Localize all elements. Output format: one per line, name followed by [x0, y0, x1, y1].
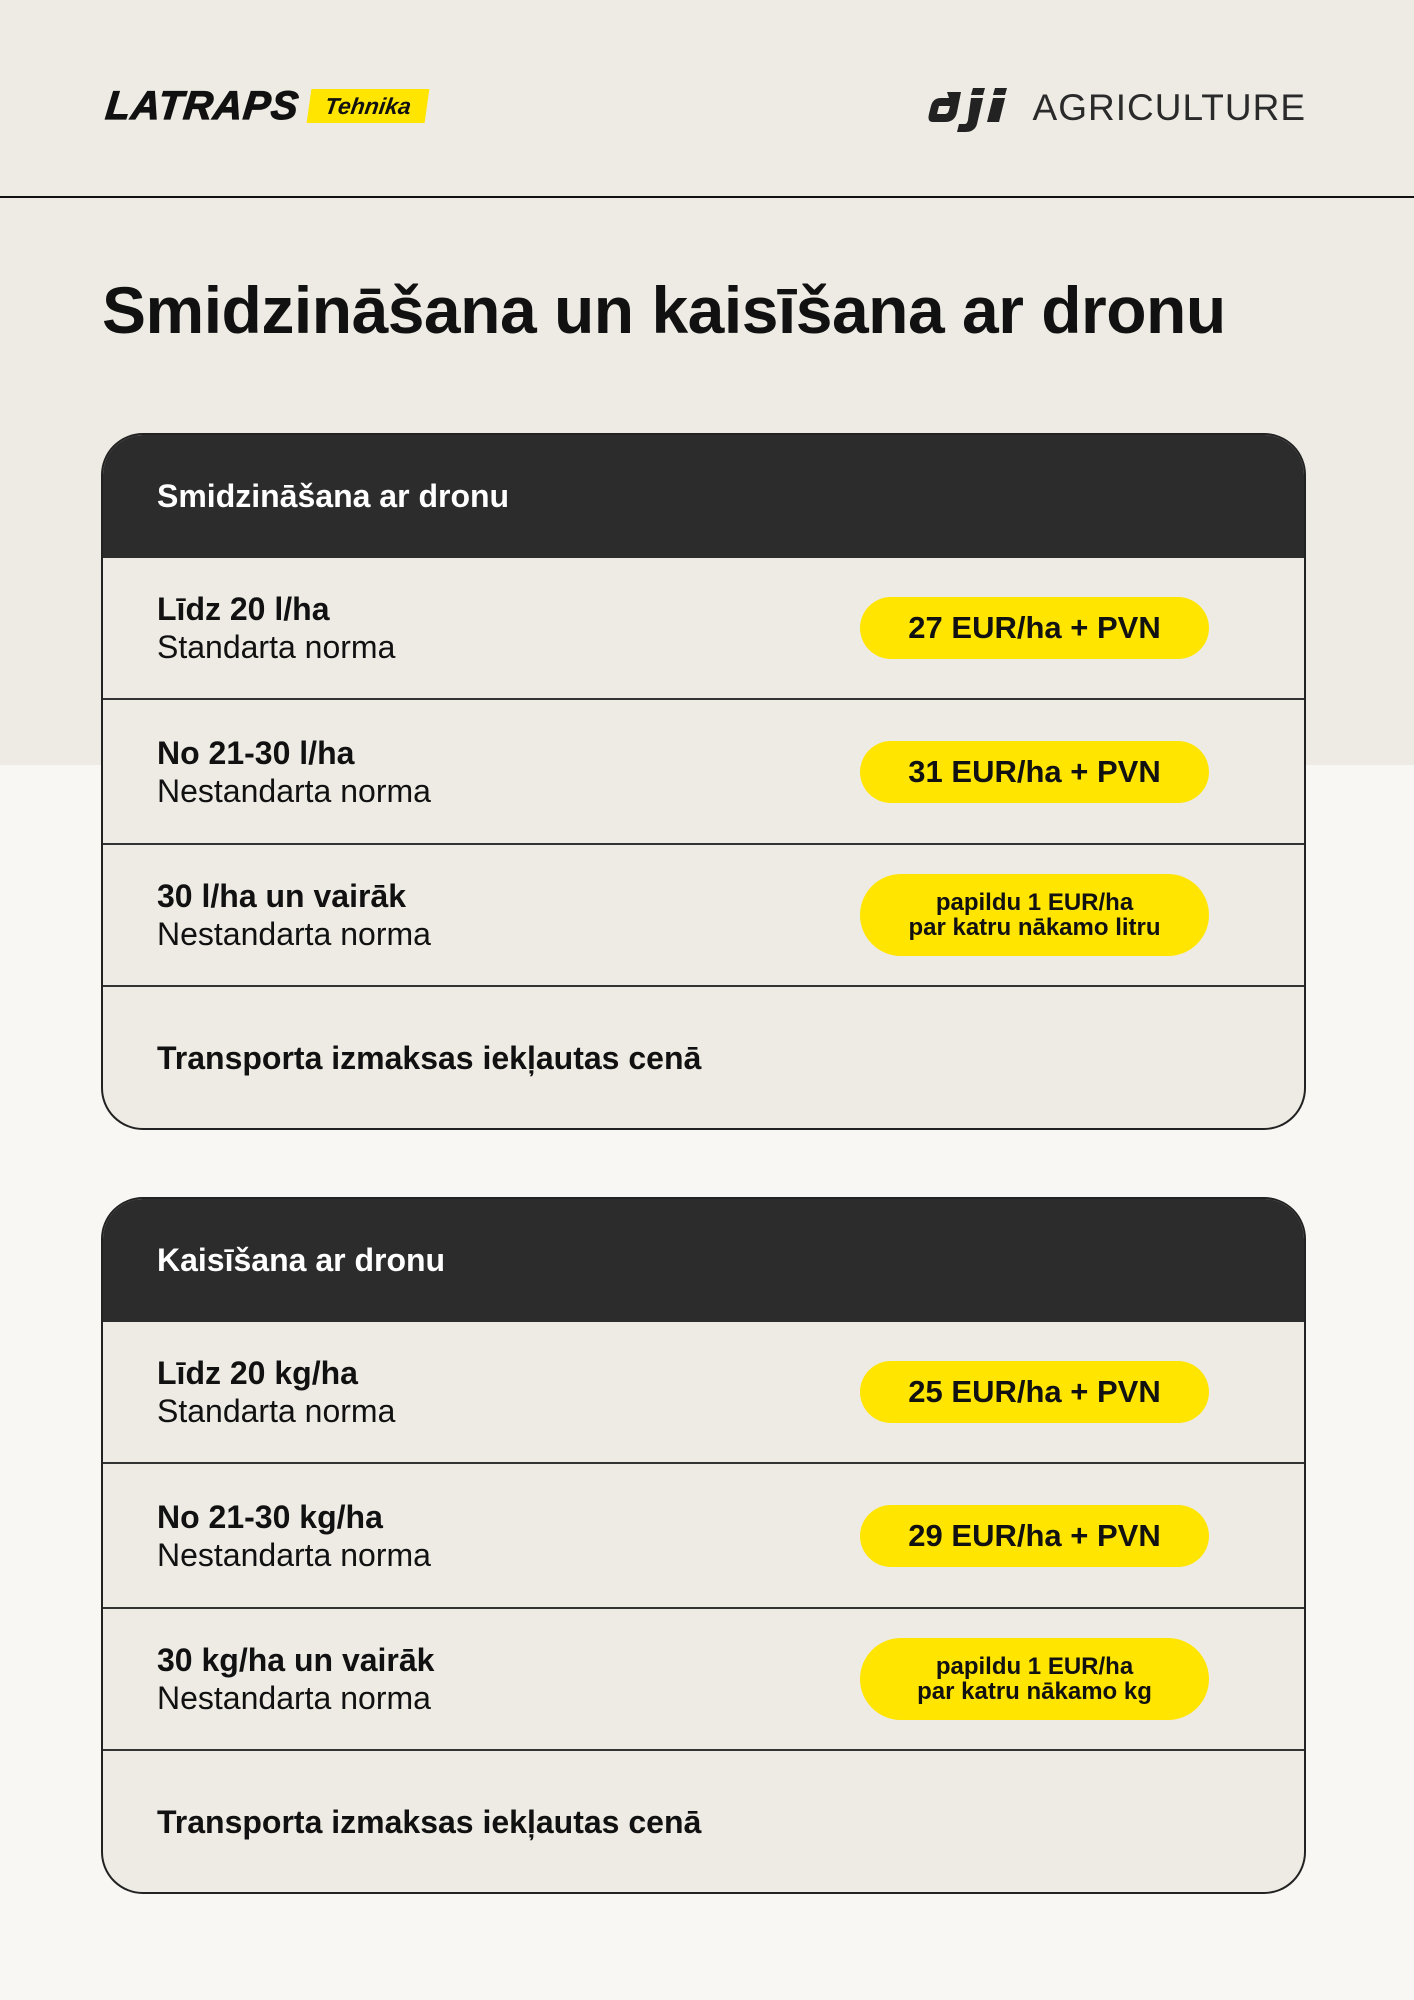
price-badge: 27 EUR/ha + PVN [860, 597, 1209, 659]
price-badge-extra [860, 874, 1209, 956]
spreading-row-nonstandard [103, 1464, 1304, 1609]
dji-agriculture-logo [927, 80, 1306, 136]
spraying-row-nonstandard [103, 700, 1304, 845]
dji-mark-icon [927, 82, 1017, 134]
price-line-1: papildu 1 EUR/ha [935, 1653, 1134, 1680]
row-title: Līdz 20 l/ha [157, 591, 330, 627]
spreading-price-card [101, 1197, 1306, 1894]
price-badge: 29 EUR/ha + PVN [860, 1505, 1209, 1567]
spraying-row-transport [103, 987, 1304, 1128]
spreading-card-header: Kaisīšana ar dronu [103, 1199, 1304, 1322]
spreading-row-extra [103, 1609, 1304, 1751]
latraps-logo [103, 83, 427, 128]
row-title: Līdz 20 kg/ha [157, 1355, 358, 1391]
spraying-price-card [101, 433, 1306, 1130]
agriculture-text: AGRICULTURE [1032, 87, 1306, 128]
row-title: No 21-30 kg/ha [157, 1498, 383, 1535]
row-subtitle: Standarta norma [157, 629, 396, 665]
row-title: 30 l/ha un vairāk [157, 878, 407, 914]
spreading-row-transport [103, 1751, 1304, 1892]
row-subtitle: Standarta norma [157, 1393, 396, 1429]
price-line-2: par katru nākamo litru [908, 914, 1161, 941]
price-badge-extra [860, 1638, 1209, 1720]
row-subtitle: Nestandarta norma [157, 1536, 431, 1573]
row-subtitle: Nestandarta norma [157, 772, 431, 809]
latraps-wordmark: LATRAPS [103, 83, 302, 128]
row-title: 30 kg/ha un vairāk [157, 1642, 435, 1678]
price-line-2: par katru nākamo kg [917, 1678, 1152, 1705]
price-badge: 31 EUR/ha + PVN [860, 741, 1209, 803]
spraying-card-header: Smidzināšana ar dronu [103, 435, 1304, 558]
spraying-row-standard [103, 558, 1304, 700]
transport-note: Transporta izmaksas iekļautas cenā [157, 1803, 702, 1840]
row-subtitle: Nestandarta norma [157, 1680, 431, 1716]
price-line-1: papildu 1 EUR/ha [935, 889, 1134, 916]
price-badge: 25 EUR/ha + PVN [860, 1361, 1209, 1423]
row-title: No 21-30 l/ha [157, 734, 355, 771]
transport-note: Transporta izmaksas iekļautas cenā [157, 1039, 702, 1076]
tehnika-tag: Tehnika [307, 89, 430, 123]
spraying-row-extra [103, 845, 1304, 987]
row-subtitle: Nestandarta norma [157, 916, 431, 952]
spreading-row-standard [103, 1322, 1304, 1464]
page-header [0, 0, 1414, 198]
page-title: Smidzināšana un kaisīšana ar dronu [102, 273, 1226, 347]
